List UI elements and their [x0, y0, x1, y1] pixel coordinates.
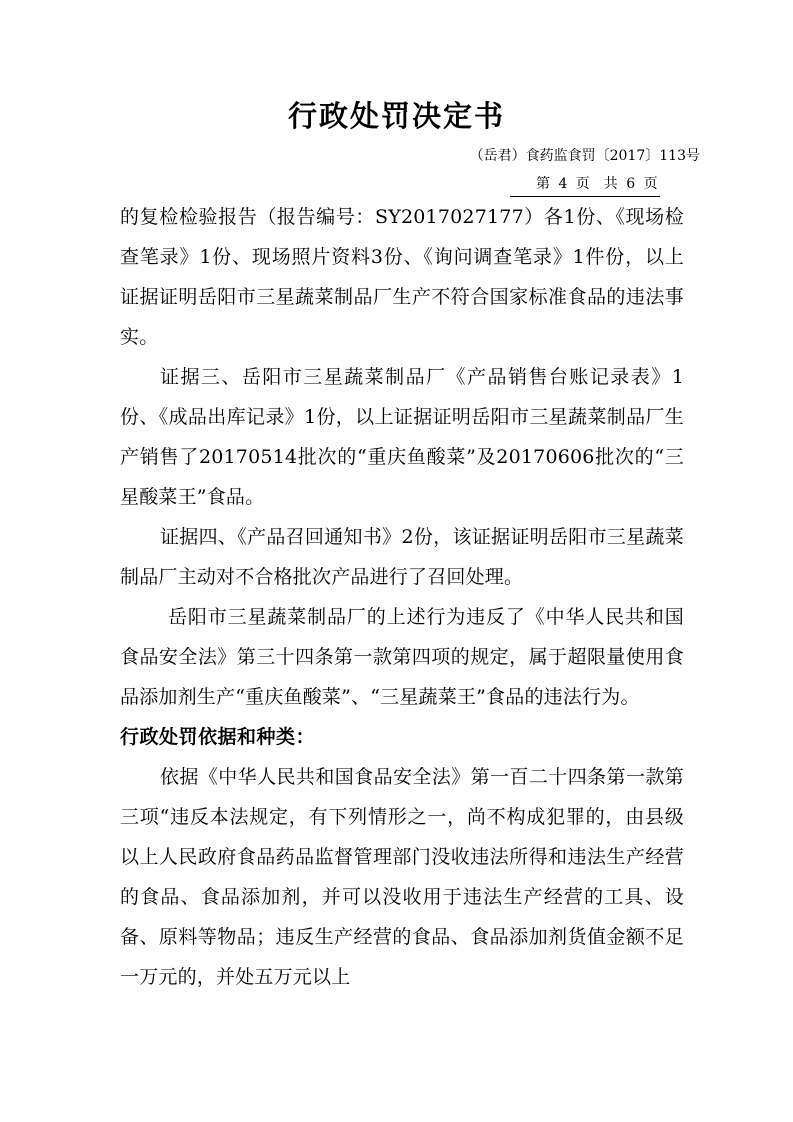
page-indicator: 第 4 页 共 6 页 — [536, 176, 658, 192]
paragraph-evidence-four: 证据四、《产品召回通知书》2份，该证据证明岳阳市三星蔬菜制品厂主动对不合格批次产品进行了召回处理。 — [120, 526, 684, 588]
paragraph-penalty-basis: 依据《中华人民共和国食品安全法》第一百二十四条第一款第三项“违反本法规定，有下列情形之一，尚不构成犯罪的，由县级以上人民政府食品药品监督管理部门没收违法所得和违法生产经营的食品、食品添加剂，并可以没收用于违法生产经营的工具、设备、原料等物品；违反生产经营的食品、食品添加剂货值金额不足一万元的，并处五万元以上 — [120, 766, 684, 988]
paragraph-evidence-three: 证据三、岳阳市三星蔬菜制品厂《产品销售台账记录表》1份、《成品出库记录》1份，以上证据证明岳阳市三星蔬菜制品厂生产销售了20170514批次的“重庆鱼酸菜”及20170606批次的“三星酸菜王”食品。 — [120, 366, 684, 508]
document-number: （岳君）食药监食罚〔2017〕113号 — [469, 148, 700, 164]
paragraph-evidence-continued: 的复检检验报告（报告编号：SY2017027177）各1份、《现场检查笔录》1份、现场照片资料3份、《询问调查笔录》1件份，以上证据证明岳阳市三星蔬菜制品厂生产不符合国家标准食品的违法事实。 — [120, 206, 684, 348]
paragraph-violation-finding: 岳阳市三星蔬菜制品厂的上述行为违反了《中华人民共和国食品安全法》第三十四条第一款第四项的规定，属于超限量使用食品添加剂生产“重庆鱼酸菜”、“三星蔬菜王”食品的违法行为。 — [120, 606, 684, 708]
document-title: 行政处罚决定书 — [287, 99, 505, 133]
document-body — [120, 197, 684, 997]
section-heading-penalty-basis: 行政处罚依据和种类： — [120, 726, 316, 748]
